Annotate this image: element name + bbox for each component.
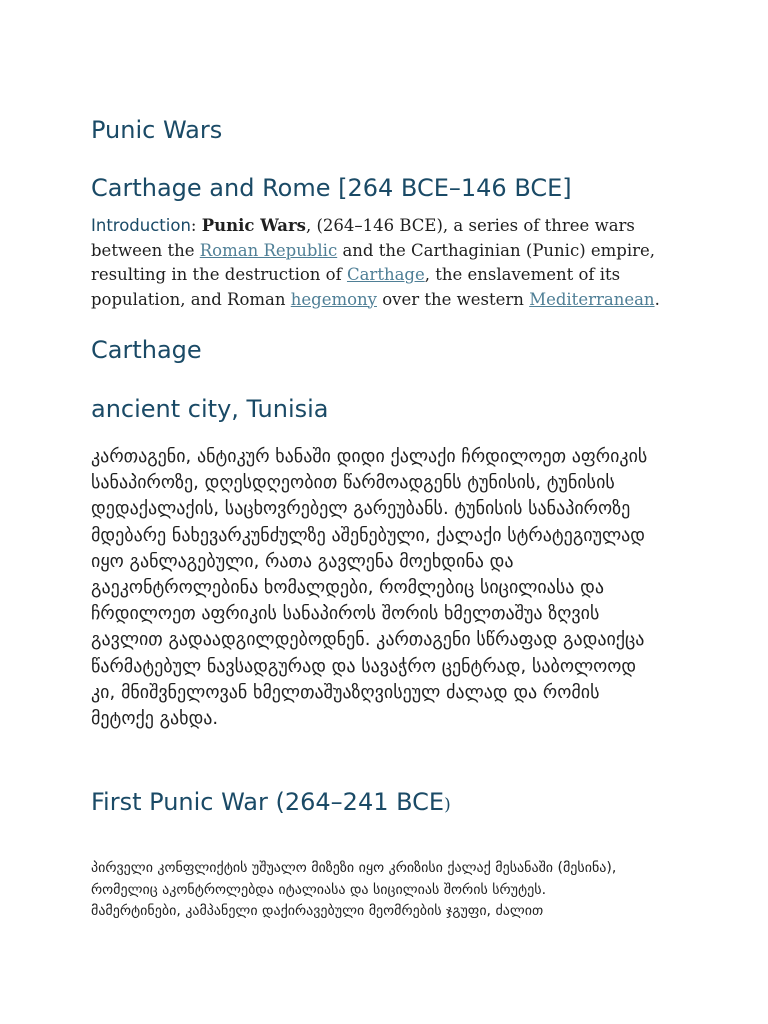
carthage-text-line: მდებარე ნახევარკუნძულზე აშენებული, ქალაქი სტრატეგიულად (91, 524, 646, 546)
carthage-text-line: დედაქალაქის, საცხოვრებელ გარეუბანს. ტუნისის სანაპიროზე (91, 498, 631, 520)
carthage-paragraph (91, 444, 691, 732)
first-war-text-line: მამერტინები, კამპანელი დაქირავებული მეომრების ჯგუფი, ძალით (91, 903, 544, 919)
first-punic-war-paragraph (91, 858, 691, 923)
carthage-text-line: იყო განლაგებული, რათა გავლენა მოეხდინა და (91, 550, 514, 572)
intro-text-3: , the enslavement of its population, and Roman (91, 265, 621, 309)
link-mediterranean[interactable]: Mediterranean (529, 289, 655, 309)
first-war-text-line: რომელიც აკონტროლებდა იტალიასა და სიცილიას შორის სრუტეს. (91, 881, 547, 898)
ancient-city-heading: ancient city, Tunisia (91, 395, 329, 423)
carthage-heading: Carthage (91, 336, 202, 364)
carthage-text-line: გავლით გადაადგილდებოდნენ. კართაგენი სწრაფად გადაიქცა (91, 629, 645, 651)
carthage-text-line: მეტოქე გახდა. (91, 708, 219, 730)
page-title: Punic Wars (91, 116, 223, 144)
first-punic-war-heading (91, 788, 451, 816)
page-subtitle: Carthage and Rome [264 BCE–146 BCE] (91, 174, 572, 202)
intro-term: Punic Wars (201, 216, 306, 235)
link-carthage[interactable]: Carthage (346, 265, 425, 284)
intro-text-2: and the Carthaginian (Punic) empire, resulting in the destruction of (91, 240, 656, 284)
carthage-text-line: სანაპიროზე, დღესდღეობით წარმოადგენს ტუნისის, ტუნისის (91, 472, 615, 494)
intro-paragraph (91, 214, 681, 312)
carthage-text-line: კი, მნიშვნელოვან ხმელთაშუაზღვისეულ ძალად და რომის (91, 681, 600, 703)
carthage-text-line: წარმატებულ ნავსადგურად და სავაჭრო ცენტრად, საბოლოოდ (91, 655, 637, 677)
intro-colon: : (190, 216, 202, 235)
first-punic-war-heading-paren: ) (444, 795, 451, 815)
carthage-text-line: გაეკონტროლებინა ხომალდები, რომლებიც სიცილიასა და (91, 577, 605, 599)
carthage-text-line: ჩრდილოეთ აფრიკის სანაპიროს შორის ხმელთაშუა ზღვის (91, 603, 600, 625)
intro-text-4: over the western (377, 289, 530, 309)
carthage-text-line: კართაგენი, ანტიკურ ხანაში დიდი ქალაქი ჩრდილოეთ აფრიკის (91, 446, 648, 467)
first-punic-war-heading-text: First Punic War (264–241 BCE (91, 788, 445, 816)
link-hegemony[interactable]: hegemony (290, 289, 377, 309)
first-war-text-line: პირველი კონფლიქტის უშუალო მიზეზი იყო კრიზისი ქალაქ მესანაში (მესინა), (91, 860, 617, 876)
intro-text-5: . (654, 289, 660, 309)
intro-text-1: , (264–146 BCE), a series of three wars between the (91, 216, 635, 260)
intro-lead: Introduction (91, 216, 191, 235)
link-roman-republic[interactable]: Roman Republic (199, 240, 338, 260)
